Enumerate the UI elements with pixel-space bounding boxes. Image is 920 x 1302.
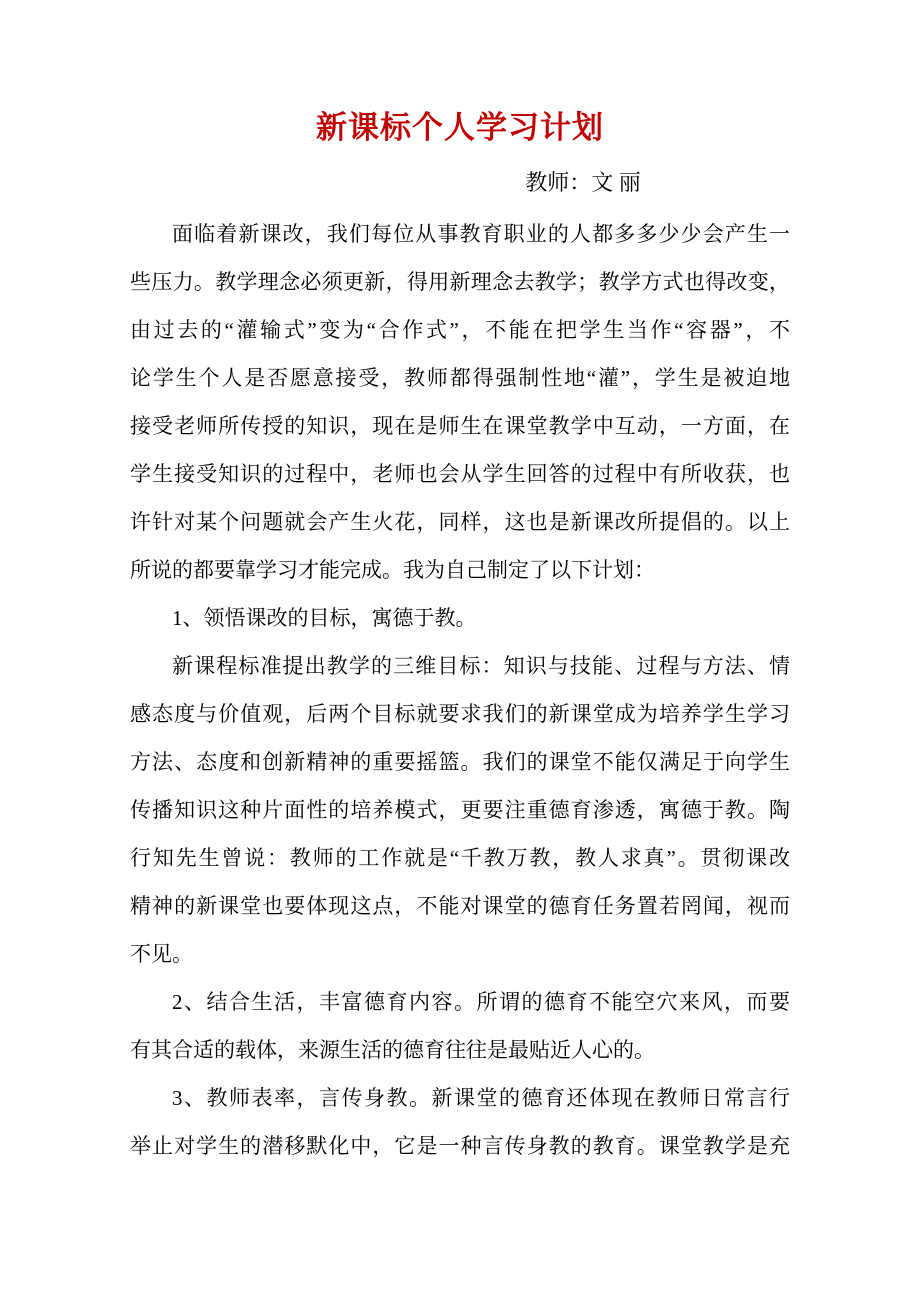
text-line: 精神的新课堂也要体现这点，不能对课堂的德育任务置若罔闻，视而 — [130, 894, 790, 918]
text-line: 感态度与价值观，后两个目标就要求我们的新课堂成为培养学生学习 — [130, 702, 790, 726]
text-line: 新课程标准提出教学的三维目标：知识与技能、过程与方法、情 — [172, 654, 790, 678]
text-line: 有其合适的载体，来源生活的德育往往是最贴近人心的。 — [130, 1038, 655, 1062]
text-line: 接受老师所传授的知识，现在是师生在课堂教学中互动，一方面，在 — [130, 414, 790, 438]
text-line: 许针对某个问题就会产生火花，同样，这也是新课改所提倡的。以上 — [130, 510, 790, 534]
text-line: 些压力。教学理念必须更新，得用新理念去教学；教学方式也得改变， — [130, 270, 790, 294]
text-line: 3、教师表率，言传身教。新课堂的德育还体现在教师日常言行 — [172, 1086, 790, 1110]
document-body — [130, 210, 790, 1170]
text-line: 行知先生曾说：教师的工作就是“千教万教，教人求真”。贯彻课改 — [130, 846, 790, 870]
text-line: 由过去的“灌输式”变为“合作式”，不能在把学生当作“容器”，不 — [130, 318, 790, 342]
text-line: 所说的都要靠学习才能完成。我为自己制定了以下计划： — [130, 558, 655, 582]
byline: 教师：文 丽 — [525, 170, 641, 195]
text-line: 面临着新课改，我们每位从事教育职业的人都多多少少会产生一 — [172, 222, 790, 246]
page-title: 新课标个人学习计划 — [316, 110, 604, 145]
text-line: 2、结合生活，丰富德育内容。所谓的德育不能空穴来风，而要 — [172, 990, 790, 1014]
text-line: 举止对学生的潜移默化中，它是一种言传身教的教育。课堂教学是充 — [130, 1134, 790, 1158]
text-line: 不见。 — [130, 942, 193, 966]
text-line: 方法、态度和创新精神的重要摇篮。我们的课堂不能仅满足于向学生 — [130, 750, 790, 774]
text-line: 1、领悟课改的目标，寓德于教。 — [172, 606, 477, 630]
text-line: 传播知识这种片面性的培养模式，更要注重德育渗透，寓德于教。陶 — [130, 798, 790, 822]
text-line: 论学生个人是否愿意接受，教师都得强制性地“灌”，学生是被迫地 — [130, 366, 790, 390]
text-line: 学生接受知识的过程中，老师也会从学生回答的过程中有所收获，也 — [130, 462, 790, 486]
